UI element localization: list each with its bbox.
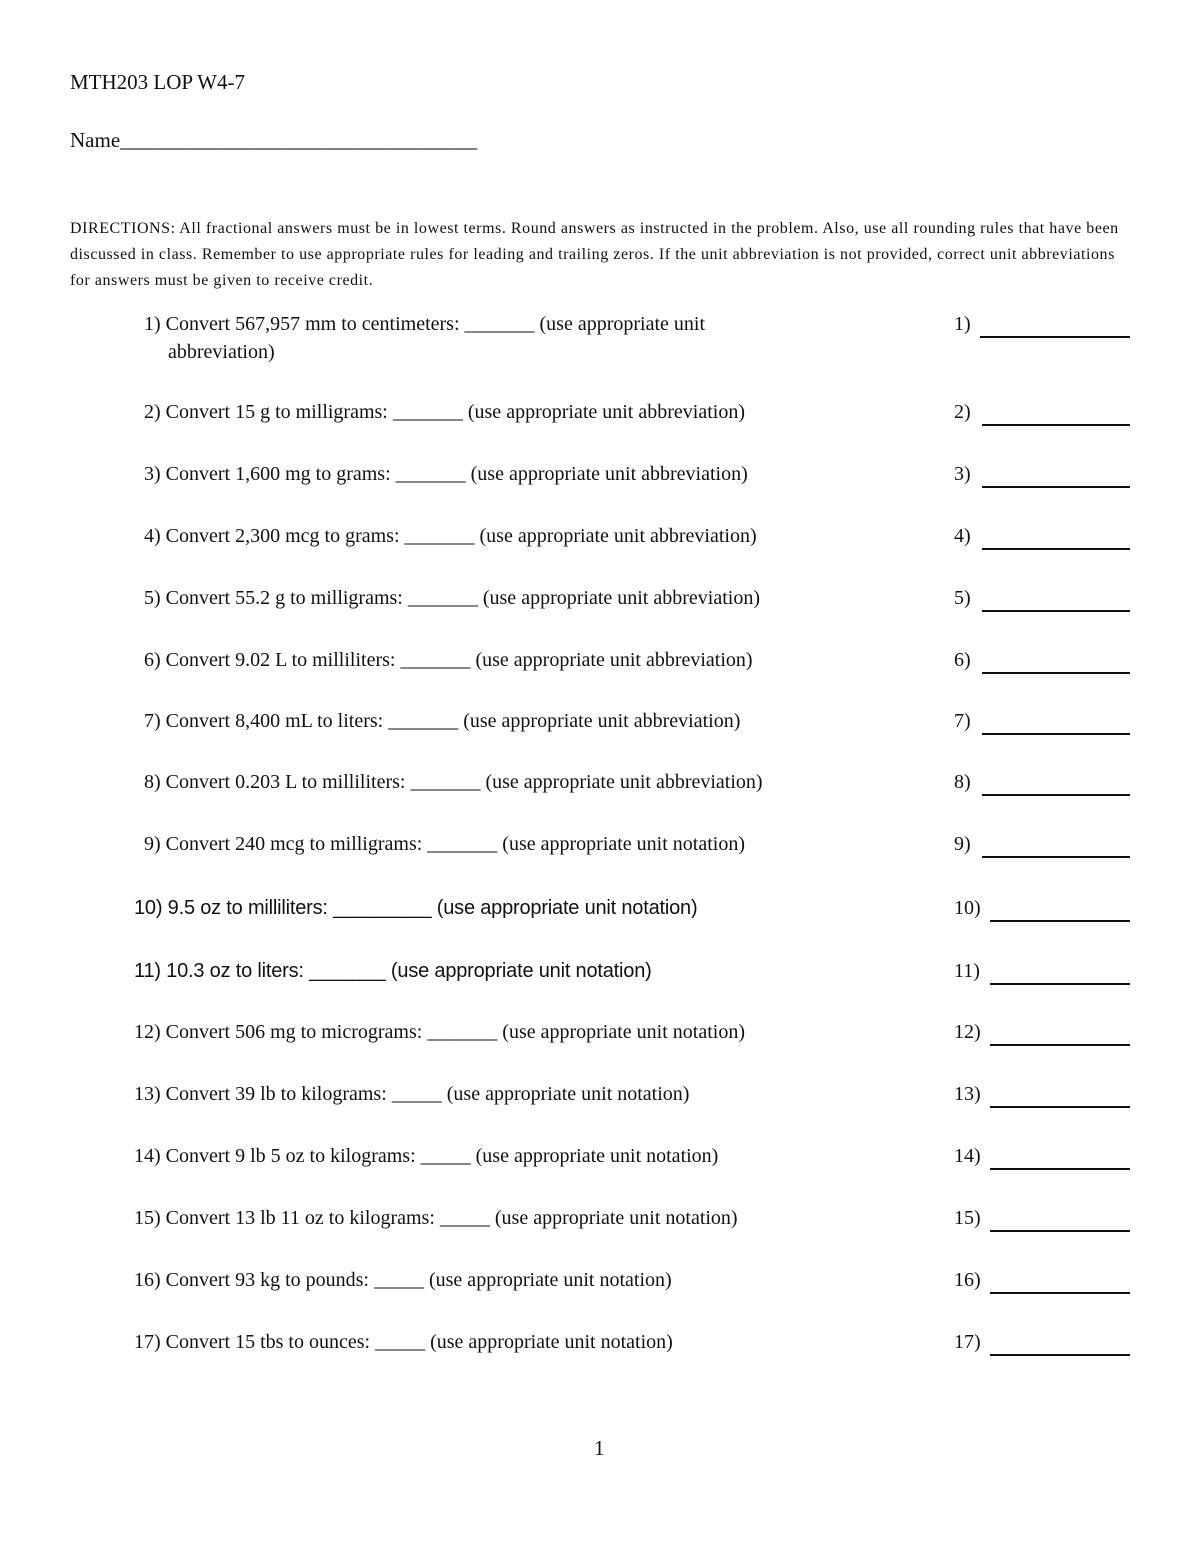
question-8 bbox=[0, 768, 1200, 828]
course-title: MTH203 LOP W4-7 bbox=[70, 70, 245, 94]
answer-blank[interactable] bbox=[980, 336, 1130, 338]
question-text: 8) Convert 0.203 L to milliliters: _______ (use appropriate unit abbreviation) bbox=[144, 771, 763, 793]
question-15 bbox=[0, 1204, 1200, 1264]
answer-blank[interactable] bbox=[990, 920, 1130, 922]
question-text: 10) 9.5 oz to milliliters: _________ (use appropriate unit notation) bbox=[134, 897, 698, 919]
question-1 bbox=[0, 310, 1200, 370]
answer-blank[interactable] bbox=[990, 983, 1130, 985]
answer-blank[interactable] bbox=[990, 1106, 1130, 1108]
answer-blank[interactable] bbox=[982, 856, 1130, 858]
answer-label: 10) bbox=[954, 897, 981, 919]
question-text: 7) Convert 8,400 mL to liters: _______ (use appropriate unit abbreviation) bbox=[144, 710, 741, 732]
question-7 bbox=[0, 707, 1200, 767]
question-line-2: abbreviation) bbox=[168, 341, 275, 363]
answer-label: 1) bbox=[954, 313, 971, 335]
question-text: 5) Convert 55.2 g to milligrams: _______ (use appropriate unit abbreviation) bbox=[144, 587, 760, 609]
question-9 bbox=[0, 830, 1200, 890]
question-text: 9) Convert 240 mcg to milligrams: _______ (use appropriate unit notation) bbox=[144, 833, 746, 855]
answer-label: 9) bbox=[954, 833, 971, 855]
question-line-1: 1) Convert 567,957 mm to centimeters: _______ (use appropriate unit bbox=[144, 313, 705, 335]
answer-blank[interactable] bbox=[982, 794, 1130, 796]
answer-blank[interactable] bbox=[990, 1230, 1130, 1232]
answer-label: 13) bbox=[954, 1083, 981, 1105]
question-2 bbox=[0, 398, 1200, 458]
answer-label: 17) bbox=[954, 1331, 981, 1353]
question-4 bbox=[0, 522, 1200, 582]
answer-blank[interactable] bbox=[982, 486, 1130, 488]
answer-blank[interactable] bbox=[990, 1354, 1130, 1356]
question-text: 11) 10.3 oz to liters: _______ (use appropriate unit notation) bbox=[134, 960, 652, 982]
answer-label: 2) bbox=[954, 401, 971, 423]
question-5 bbox=[0, 584, 1200, 644]
answer-blank[interactable] bbox=[990, 1292, 1130, 1294]
question-text: 16) Convert 93 kg to pounds: _____ (use appropriate unit notation) bbox=[134, 1269, 672, 1291]
answer-label: 3) bbox=[954, 463, 971, 485]
name-field[interactable]: Name__________________________________ bbox=[70, 128, 478, 152]
question-12 bbox=[0, 1018, 1200, 1078]
question-text bbox=[144, 310, 824, 366]
answer-blank[interactable] bbox=[982, 548, 1130, 550]
page-number: 1 bbox=[594, 1436, 605, 1460]
answer-label: 16) bbox=[954, 1269, 981, 1291]
answer-blank[interactable] bbox=[982, 672, 1130, 674]
answer-label: 6) bbox=[954, 649, 971, 671]
answer-label: 15) bbox=[954, 1207, 981, 1229]
question-text: 6) Convert 9.02 L to milliliters: _______ (use appropriate unit abbreviation) bbox=[144, 649, 753, 671]
question-text: 3) Convert 1,600 mg to grams: _______ (use appropriate unit abbreviation) bbox=[144, 463, 748, 485]
question-11 bbox=[0, 957, 1200, 1017]
question-text: 14) Convert 9 lb 5 oz to kilograms: _____ (use appropriate unit notation) bbox=[134, 1145, 719, 1167]
answer-blank[interactable] bbox=[990, 1044, 1130, 1046]
question-6 bbox=[0, 646, 1200, 706]
question-text: 15) Convert 13 lb 11 oz to kilograms: _____ (use appropriate unit notation) bbox=[134, 1207, 738, 1229]
answer-label: 7) bbox=[954, 710, 971, 732]
question-text: 12) Convert 506 mg to micrograms: _______ (use appropriate unit notation) bbox=[134, 1021, 745, 1043]
answer-label: 12) bbox=[954, 1021, 981, 1043]
question-17 bbox=[0, 1328, 1200, 1388]
answer-label: 8) bbox=[954, 771, 971, 793]
question-text: 13) Convert 39 lb to kilograms: _____ (use appropriate unit notation) bbox=[134, 1083, 690, 1105]
question-14 bbox=[0, 1142, 1200, 1202]
answer-label: 11) bbox=[954, 960, 980, 982]
answer-blank[interactable] bbox=[982, 733, 1130, 735]
answer-blank[interactable] bbox=[990, 1168, 1130, 1170]
question-text: 17) Convert 15 tbs to ounces: _____ (use appropriate unit notation) bbox=[134, 1331, 673, 1353]
question-text: 2) Convert 15 g to milligrams: _______ (use appropriate unit abbreviation) bbox=[144, 401, 745, 423]
question-16 bbox=[0, 1266, 1200, 1326]
question-13 bbox=[0, 1080, 1200, 1140]
answer-label: 5) bbox=[954, 587, 971, 609]
answer-blank[interactable] bbox=[982, 424, 1130, 426]
question-3 bbox=[0, 460, 1200, 520]
question-10 bbox=[0, 894, 1200, 954]
answer-label: 14) bbox=[954, 1145, 981, 1167]
question-text: 4) Convert 2,300 mcg to grams: _______ (use appropriate unit abbreviation) bbox=[144, 525, 757, 547]
directions-text: DIRECTIONS: All fractional answers must be in lowest terms. Round answers as instructed in the problem. Also, use all rounding rules that have been discussed in class. Remember to use appropriate rules for leading and trailing zeros. If the unit abbreviation is not provided, correct unit abbreviations for answers must be given to receive credit. bbox=[70, 220, 1119, 289]
answer-label: 4) bbox=[954, 525, 971, 547]
answer-blank[interactable] bbox=[982, 610, 1130, 612]
